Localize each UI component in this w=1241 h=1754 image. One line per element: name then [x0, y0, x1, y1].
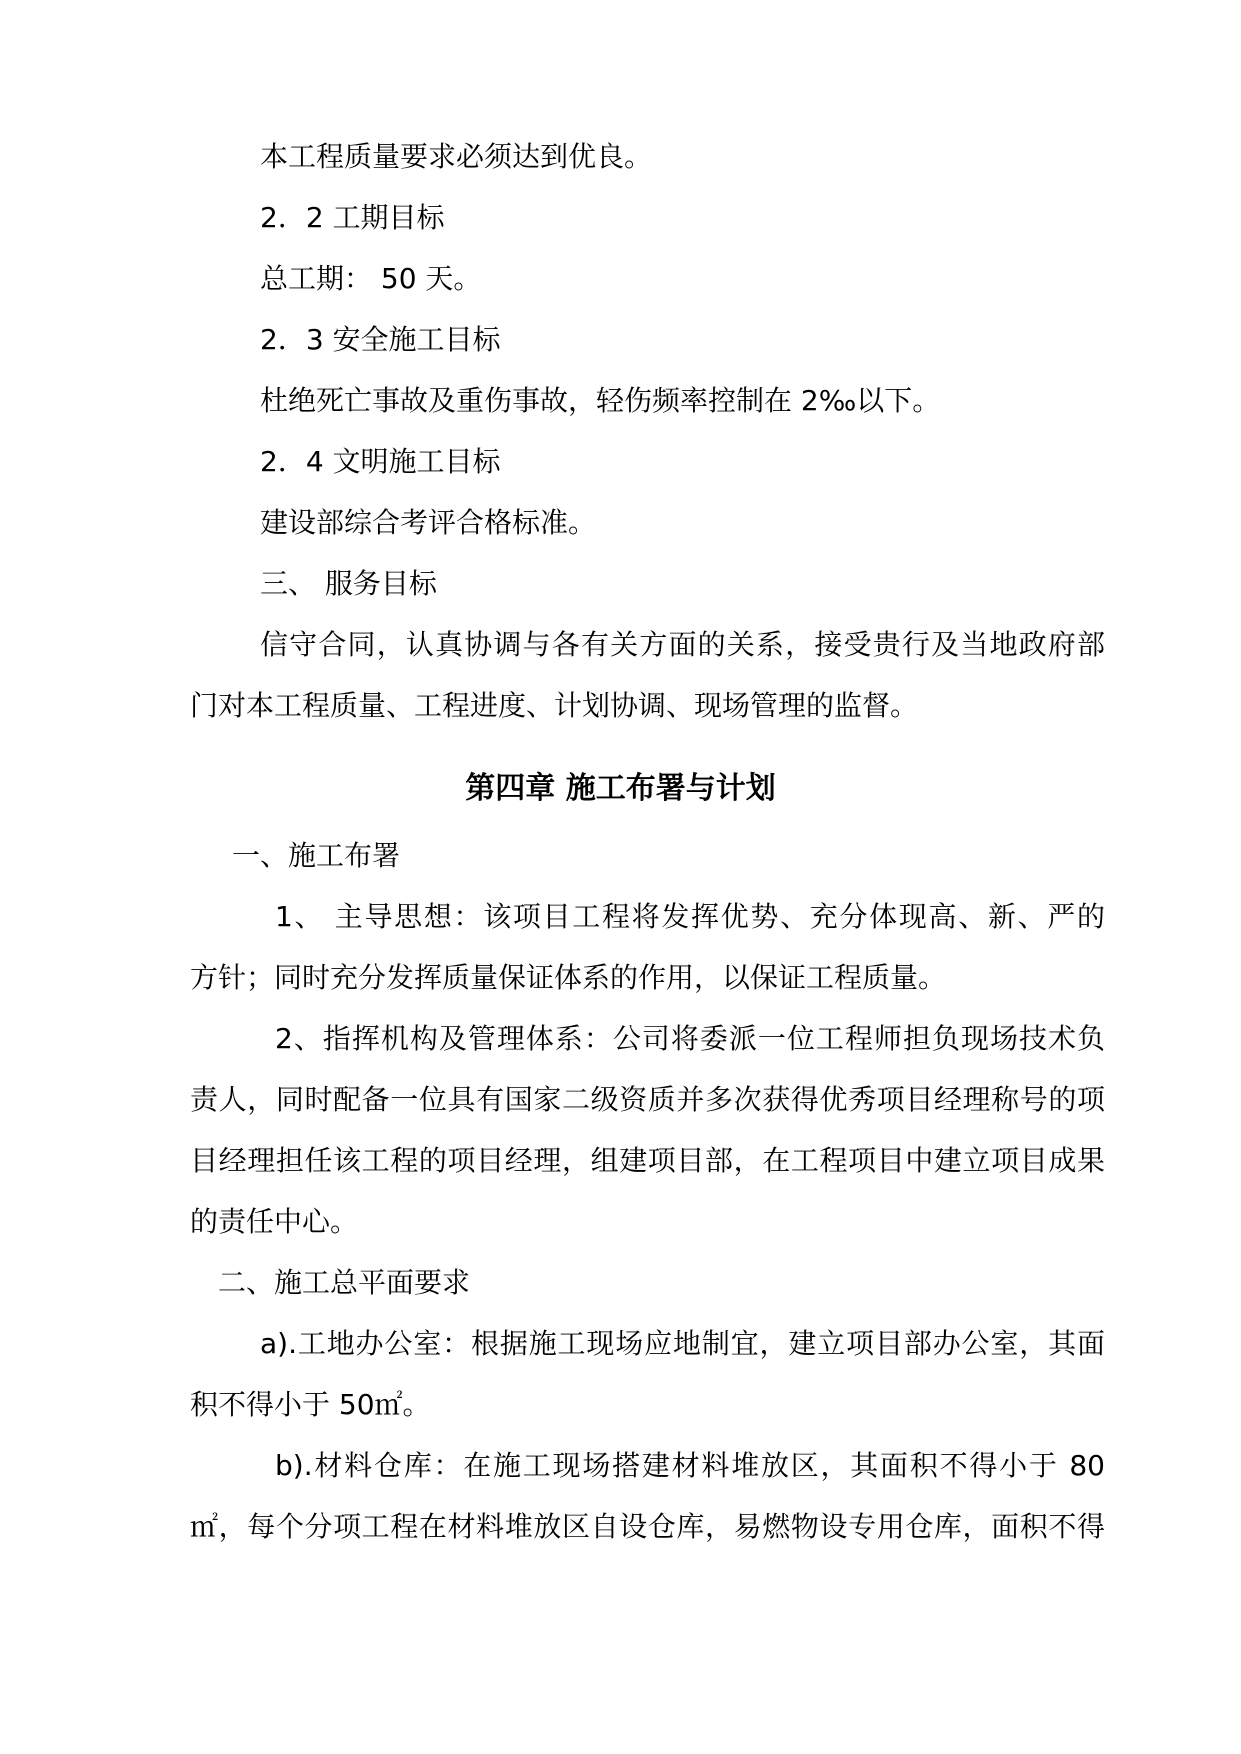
deployment-section — [190, 825, 1105, 1557]
heading-3: 三、 服务目标 — [260, 567, 437, 600]
civil-goal: 建设部综合考评合格标准。 — [260, 506, 597, 539]
goals-section — [190, 126, 1105, 736]
item-b-line2: ㎡，每个分项工程在材料堆放区自设仓库，易燃物设专用仓库，面积不得 — [190, 1510, 1105, 1543]
heading-2-4: 2．4 文明施工目标 — [260, 445, 501, 478]
item-b-line1: b).材料仓库：在施工现场搭建材料堆放区，其面积不得小于 80 — [275, 1449, 1105, 1482]
item2-line3: 目经理担任该工程的项目经理，组建项目部，在工程项目中建立项目成果 — [190, 1144, 1105, 1177]
safety-goal: 杜绝死亡事故及重伤事故，轻伤频率控制在 2‰以下。 — [260, 384, 941, 417]
item2-line2: 责人，同时配备一位具有国家二级资质并多次获得优秀项目经理称号的项 — [190, 1083, 1105, 1116]
section1-heading: 一、施工布署 — [232, 839, 401, 872]
heading-2-3: 2．3 安全施工目标 — [260, 323, 501, 356]
item2-line1: 2、指挥机构及管理体系：公司将委派一位工程师担负现场技术负 — [275, 1022, 1105, 1055]
chapter-title: 第四章 施工布署与计划 — [465, 771, 776, 806]
item1-line2: 方针；同时充分发挥质量保证体系的作用，以保证工程质量。 — [190, 961, 947, 994]
item1-line1: 1、 主导思想：该项目工程将发挥优势、充分体现高、新、严的 — [275, 900, 1105, 933]
item-a-line2: 积不得小于 50㎡。 — [190, 1388, 431, 1421]
total-period: 总工期： 50 天。 — [260, 262, 482, 295]
item-a-line1: a).工地办公室：根据施工现场应地制宜，建立项目部办公室，其面 — [260, 1327, 1105, 1360]
section2-heading: 二、施工总平面要求 — [218, 1266, 471, 1299]
service-para-line1: 信守合同，认真协调与各有关方面的关系，接受贵行及当地政府部 — [260, 628, 1105, 661]
service-para-line2: 门对本工程质量、工程进度、计划协调、现场管理的监督。 — [190, 689, 919, 722]
heading-2-2: 2．2 工期目标 — [260, 201, 445, 234]
item2-line4: 的责任中心。 — [190, 1205, 359, 1238]
quality-requirement: 本工程质量要求必须达到优良。 — [260, 140, 653, 173]
